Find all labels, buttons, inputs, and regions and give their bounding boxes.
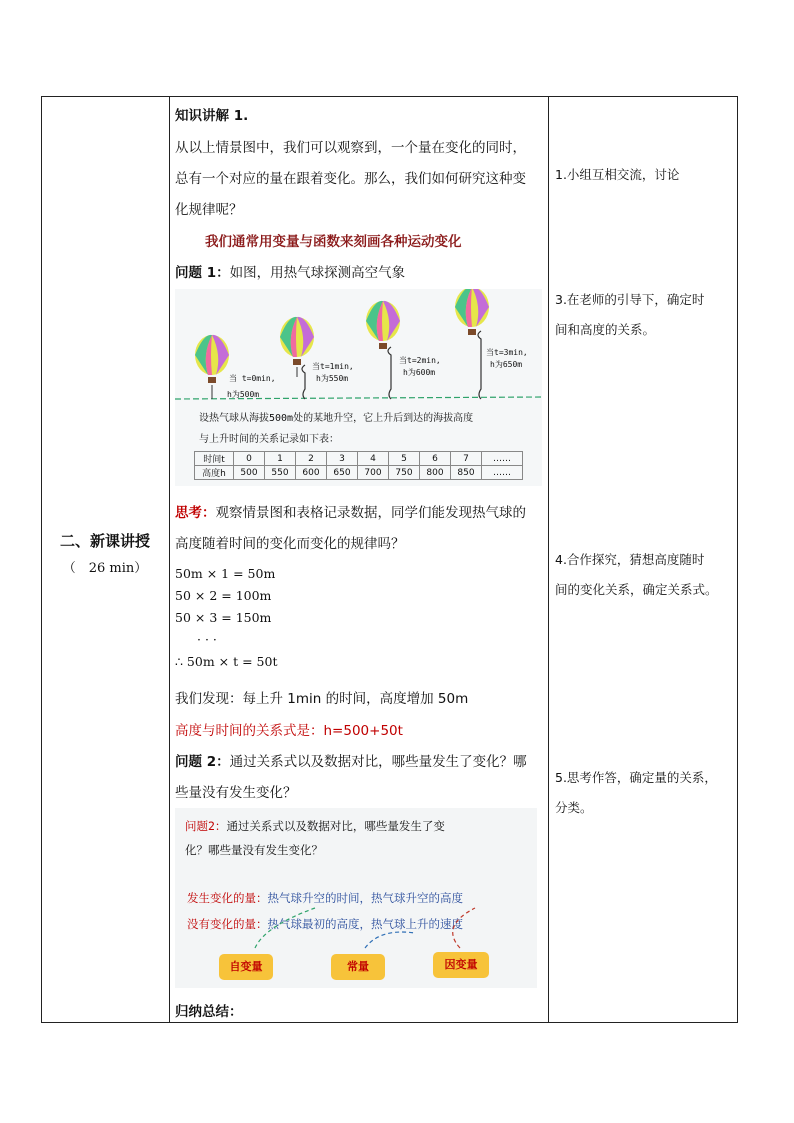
activity-5-line-2: 分类。: [555, 800, 593, 815]
table-cell: 0: [234, 452, 265, 466]
changed-text: 热气球升空的时间，热气球升空的高度: [267, 891, 463, 905]
think-line-2: 高度随着时间的变化而变化的规律吗？: [175, 536, 405, 552]
stage-title: 二、新课讲授: [59, 532, 150, 550]
unchanged-text: 热气球最初的高度，热气球上升的速度: [267, 917, 463, 931]
table-cell: 600: [296, 466, 327, 480]
activity-3-line-1: 3.在老师的引导下，确定时: [555, 292, 705, 307]
table-cell: ……: [482, 452, 523, 466]
table-cell: 800: [420, 466, 451, 480]
figure2-question-label: 问题2：: [185, 819, 227, 833]
table-cell: 2: [296, 452, 327, 466]
table-cell: 5: [389, 452, 420, 466]
table-row-height: [195, 466, 523, 480]
think-text-1: 观察情景图和表格记录数据，同学们能发现热气球的: [215, 505, 526, 521]
balloon-1-height: h为500m: [227, 390, 260, 399]
question-2-text: 通过关系式以及数据对比，哪些量发生了变化？哪: [229, 754, 527, 770]
changed-label: 发生变化的量：: [187, 891, 268, 905]
balloon-4: [455, 289, 489, 335]
question-1-label: 问题 1：: [175, 265, 230, 281]
balloon-4-label: [486, 347, 528, 371]
balloon-2-time: 当t=1min,: [312, 362, 354, 371]
balloon-4-time: 当t=3min,: [486, 348, 528, 357]
question-2-line-2: 些量没有发生变化？: [175, 785, 297, 801]
balloon-3-label: [399, 355, 441, 379]
balloon-figure: [175, 289, 542, 486]
balloon-3-height: h为600m: [403, 368, 436, 377]
stage-duration: （ 26 min）: [62, 561, 148, 576]
balloon-4-height: h为650m: [490, 360, 523, 369]
table-cell: 时间t: [195, 452, 234, 466]
question-2-label: 问题 2：: [175, 754, 230, 770]
balloon-3-time: 当t=2min,: [399, 356, 441, 365]
activity-1: 1.小组互相交流，讨论: [555, 167, 680, 182]
table-cell: 1: [265, 452, 296, 466]
brace-3: [388, 347, 391, 399]
balloon-2-label: [312, 361, 354, 385]
highlight-statement: 我们通常用变量与函数来刻画各种运动变化: [205, 234, 462, 250]
brace-4: [478, 331, 481, 399]
think-label: 思考：: [175, 505, 216, 521]
figure2-question-text-1: 通过关系式以及数据对比，哪些量发生了变: [226, 819, 445, 833]
equation-dots: · · ·: [197, 632, 217, 647]
balloon-2: [280, 317, 314, 377]
table-cell: 650: [327, 466, 358, 480]
table-cell: 6: [420, 452, 451, 466]
activity-4-line-2: 间的变化关系，确定关系式。: [555, 582, 718, 597]
paragraph-line-2: 总有一个对应的量在跟着变化。那么，我们如何研究这种变: [175, 171, 526, 187]
table-cell: 4: [358, 452, 389, 466]
question-1: [175, 261, 405, 281]
table-cell: 700: [358, 466, 389, 480]
summary-heading: 归纳总结：: [175, 1004, 243, 1020]
table-row-time: [195, 452, 523, 466]
table-cell: 500: [234, 466, 265, 480]
activity-3: [555, 285, 733, 345]
figure-caption-1: 设热气球从海拔500m处的某地升空，它上升后到达的海拔高度: [199, 413, 474, 424]
table-cell: 750: [389, 466, 420, 480]
think-line-1: [175, 501, 526, 521]
figure-caption-2: 与上升时间的关系记录如下表：: [199, 434, 339, 445]
equation-3: 50 × 3 = 150m: [175, 610, 272, 625]
variables-figure: [175, 808, 537, 988]
activity-5: [555, 763, 733, 823]
relation-formula: 高度与时间的关系式是：h=500+50t: [175, 723, 403, 739]
table-cell: ……: [482, 466, 523, 480]
equation-4: ∴ 50m × t = 50t: [175, 654, 278, 669]
balloon-1: [195, 335, 229, 399]
unchanged-label: 没有变化的量：: [187, 917, 268, 931]
table-cell: 550: [265, 466, 296, 480]
table-cell: 高度h: [195, 466, 234, 480]
section-heading: 知识讲解 1.: [175, 108, 249, 124]
brace-2: [302, 365, 305, 399]
paragraph-line-1: 从以上情景图中，我们可以观察到，一个量在变化的同时，: [175, 140, 526, 156]
table-cell: 3: [327, 452, 358, 466]
height-time-table: [194, 451, 523, 480]
equation-1: 50m × 1 = 50m: [175, 566, 276, 581]
stage-cell: [40, 530, 170, 576]
equation-2: 50 × 2 = 100m: [175, 588, 272, 603]
balloon-1-label: [229, 373, 276, 401]
balloon-2-height: h为550m: [316, 374, 349, 383]
paragraph-line-3: 化规律呢？: [175, 202, 243, 218]
table-cell: 7: [451, 452, 482, 466]
balloon-1-time: 当 t=0min,: [229, 374, 276, 383]
question-1-text: 如图，用热气球探测高空气象: [229, 265, 406, 281]
activity-3-line-2: 间和高度的关系。: [555, 322, 656, 337]
activity-4-line-1: 4.合作探究，猜想高度随时: [555, 552, 705, 567]
finding: 我们发现：每上升 1min 的时间，高度增加 50m: [175, 691, 469, 707]
question-2-line-1: [175, 750, 527, 770]
activity-5-line-1: 5.思考作答，确定量的关系，: [555, 770, 717, 785]
figure2-question-line-2: 化？哪些量没有发生变化？: [185, 843, 323, 857]
constant-box: 常量: [331, 954, 385, 980]
dependent-variable-box: 因变量: [433, 952, 489, 978]
independent-variable-box: 自变量: [219, 954, 273, 980]
column-divider-2: [548, 96, 549, 1023]
activity-4: [555, 545, 733, 605]
table-cell: 850: [451, 466, 482, 480]
balloon-3: [366, 301, 400, 349]
